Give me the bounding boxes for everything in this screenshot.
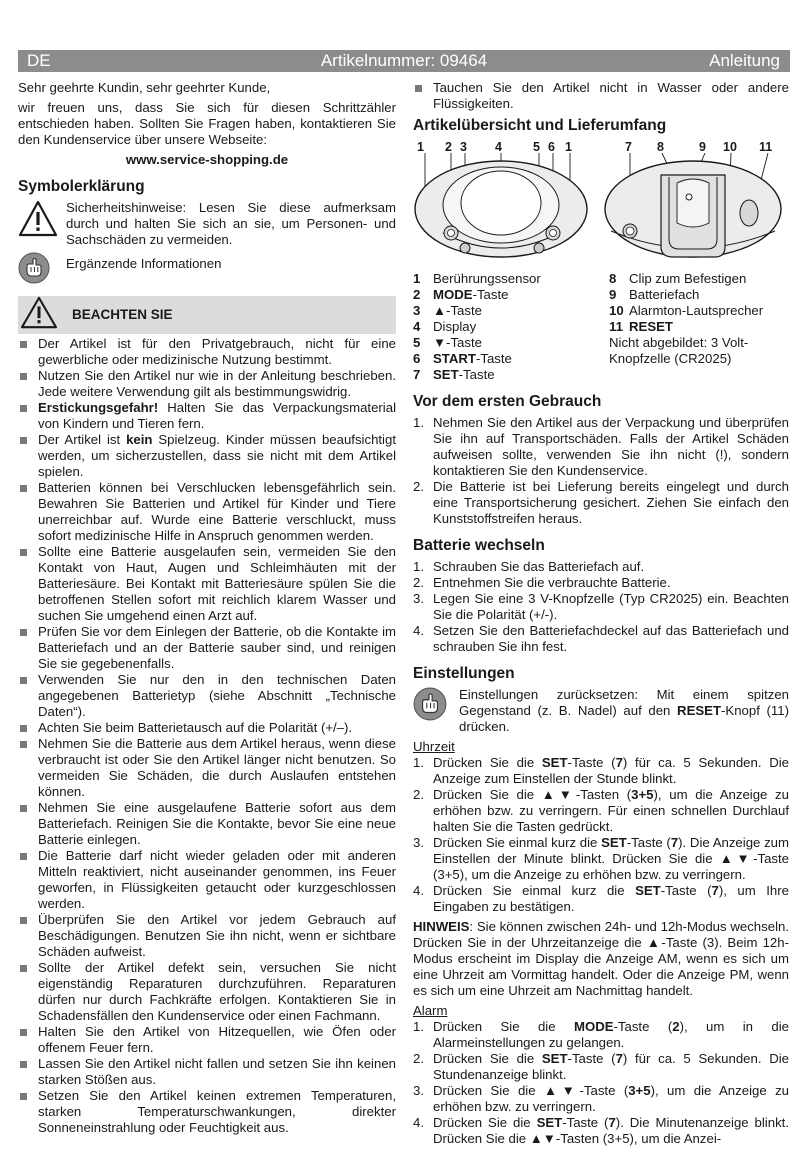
- product-diagram: [413, 139, 789, 267]
- first-use-step: [413, 415, 789, 479]
- legend-left-column: [413, 271, 609, 383]
- reset-info-row: [413, 687, 789, 735]
- step-key: ▲▼: [541, 787, 576, 802]
- step-number: 3.: [413, 1083, 424, 1098]
- notice-item-text: Tauchen Sie den Artikel nicht in Wasser oder andere Flüssigkeiten.: [433, 80, 789, 111]
- notice-item-text: Lassen Sie den Artikel nicht fallen und setzen Sie ihn keinen starken Stößen aus.: [38, 1056, 396, 1087]
- legend-item: [413, 287, 609, 303]
- step-number: 1.: [413, 1019, 424, 1034]
- notice-item: [18, 480, 396, 544]
- battery-step: [413, 623, 789, 655]
- settings-heading: Einstellungen: [413, 665, 515, 682]
- step-text: ). Die Anzeige zum Einstellen der Minute blinkt. Drücken Sie die ▲▼-Taste (3+5), um die Anzeige zu erhöhen bzw. zu verringern.: [433, 835, 789, 882]
- step-text: Drücken Sie die: [433, 755, 542, 770]
- step-text: ), um Ihre Eingaben zu bestätigen.: [433, 883, 789, 914]
- legend-item: [609, 287, 789, 303]
- alarm-step: [413, 1019, 789, 1051]
- notice-item-text: Sollte der Artikel defekt sein, versuchen Sie nicht eigenständig Reparaturen durchzuführen. Reparaturen dürfen nur durch Fachkräfte erfolgen. Kontaktieren Sie in Schadensfällen den Kundenservice oder einen Fachmann.: [38, 960, 396, 1023]
- notice-item-text: Nutzen Sie den Artikel nur wie in der Anleitung beschrieben. Jede weitere Verwendung gilt als bestimmungswidrig.: [38, 368, 396, 399]
- step-text: ) für ca. 5 Sekunden. Die Anzeige zum Einstellen der Stunde blinkt.: [433, 755, 789, 786]
- step-key: SET: [536, 1115, 563, 1130]
- legend-label-bold: START: [433, 351, 476, 366]
- notice-item: [18, 400, 396, 432]
- legend-item: [609, 303, 789, 319]
- legend-number: 8: [609, 271, 617, 286]
- notice-item: [18, 336, 396, 368]
- notice-item-text: Die Batterie darf nicht wieder geladen oder mit anderen Mitteln reaktiviert, nicht auseinander genommen, ins Feuer geworfen, in Flüssigkeiten getaucht oder kurzgeschlossen werden.: [38, 848, 396, 911]
- legend-number: 2: [413, 287, 421, 302]
- first-use-step: [413, 479, 789, 527]
- safety-symbol-row: [18, 200, 396, 248]
- step-number: 4.: [413, 883, 424, 898]
- notice-item-text: Spielzeug. Kinder müssen beaufsichtigt werden, um sicherzustellen, dass sie nicht mit dem Artikel spielen.: [38, 432, 396, 479]
- legend-item: [413, 319, 609, 335]
- clock-steps: [413, 755, 789, 915]
- notice-item-text: Der Artikel ist für den Privatgebrauch, nicht für eine gewerbliche oder medizinische Nutzung bestimmt.: [38, 336, 396, 367]
- legend-label-text: Batteriefach: [629, 287, 700, 302]
- legend-label-bold: MODE: [433, 287, 473, 302]
- legend-label-text: Clip zum Befestigen: [629, 271, 747, 286]
- diagram-number-label: 4: [495, 140, 502, 154]
- step-text: Drücken Sie einmal kurz die: [433, 883, 636, 898]
- diagram-number-label: 6: [548, 140, 555, 154]
- diagram-number-label: 10: [723, 140, 737, 154]
- clock-step: [413, 883, 789, 915]
- legend-label: [433, 335, 482, 351]
- battery-heading: Batterie wechseln: [413, 537, 545, 554]
- legend-label: [629, 287, 699, 303]
- notice-item-text: Überprüfen Sie den Artikel vor jedem Gebrauch auf Beschädigungen. Benutzen Sie ihn nicht, wenn er sichtbare Schäden aufweist.: [38, 912, 396, 959]
- step-number: 4.: [413, 623, 424, 638]
- notice-item-text: Prüfen Sie vor dem Einlegen der Batterie, ob die Kontakte im Batteriefach und an der Batterie sauber sind, und reinigen Sie sie gegebenenfalls.: [38, 624, 396, 671]
- step-text: -Taste (: [579, 1083, 629, 1098]
- pedometer-illustration: [413, 153, 789, 267]
- legend-label-text: Display: [433, 319, 477, 334]
- notice-item-text: Sollte eine Batterie ausgelaufen sein, vermeiden Sie den Kontakt von Haut, Augen und Schleimhäuten mit der Batteriesäure. Bei Kontakt mit Batteriesäure spülen Sie die betroffenen Stellen sofort mit reichlich klarem Wasser und suchen Sie umgehend einen Arzt auf.: [38, 544, 396, 623]
- legend-item: [609, 319, 789, 335]
- notice-item: [18, 624, 396, 672]
- step-number: 3.: [413, 591, 424, 606]
- notice-item-text: Setzen Sie den Artikel keinen extremen Temperaturen, starken Temperaturschwankungen, direkter Sonneneinstrahlung oder Feuchtigkeit aus.: [38, 1088, 396, 1135]
- legend-item: [609, 271, 789, 287]
- step-text: Drücken Sie die: [433, 1115, 537, 1130]
- notice-item-text: Batterien können bei Verschlucken lebensgefährlich sein. Bewahren Sie Batterien und Artikel für Kinder und Tiere unerreichbar auf. Wurde eine Batterie verschluckt, muss sofort medizinische Hilfe in Anspruch genommen werden.: [38, 480, 396, 543]
- step-text: Drücken Sie die: [433, 1051, 542, 1066]
- step-key-number: 3+5: [628, 1083, 651, 1098]
- notice-title: BEACHTEN SIE: [72, 307, 173, 322]
- legend-label-text: -Taste: [458, 367, 495, 382]
- step-key-number: 7: [615, 755, 623, 770]
- notice-list-continued: [413, 80, 789, 112]
- step-key-number: 7: [711, 883, 719, 898]
- legend-label: [629, 271, 746, 287]
- legend-item: [413, 303, 609, 319]
- step-text: Schrauben Sie das Batteriefach auf.: [433, 559, 645, 574]
- step-number: 2.: [413, 1051, 424, 1066]
- left-column: [18, 80, 396, 1136]
- step-text: Drücken Sie die: [433, 1083, 544, 1098]
- step-number: 1.: [413, 559, 424, 574]
- hand-info-icon: [18, 252, 66, 288]
- diagram-number-label: 2: [445, 140, 452, 154]
- legend-number: 9: [609, 287, 617, 302]
- legend-number: 11: [609, 319, 623, 334]
- notice-item: [18, 1088, 396, 1136]
- alarm-step: [413, 1083, 789, 1115]
- notice-item-text: Verwenden Sie nur den in den technischen Daten angegebenen Batterietyp (siehe Abschnitt „Technische Daten“).: [38, 672, 396, 719]
- notice-item: [413, 80, 789, 112]
- legend-number: 5: [413, 335, 421, 350]
- step-key-number: 7: [670, 835, 679, 850]
- warning-triangle-icon: [18, 200, 66, 242]
- step-text: ) für ca. 5 Sekunden. Die Stundenanzeige blinkt.: [433, 1051, 789, 1082]
- legend-item: [413, 351, 609, 367]
- battery-step: [413, 559, 789, 575]
- notice-item: [18, 544, 396, 624]
- step-number: 4.: [413, 1115, 424, 1130]
- notice-item-text: Nehmen Sie die Batterie aus dem Artikel heraus, wenn diese verbraucht ist oder Sie den Artikel länger nicht benutzen. So vermeiden Sie Schäden, die durch Auslaufen entstehen können.: [38, 736, 396, 799]
- legend-number: 1: [413, 271, 421, 286]
- step-text: Entnehmen Sie die verbrauchte Batterie.: [433, 575, 671, 590]
- legend-item: [413, 335, 609, 351]
- step-text: ). Die Minutenanzeige blinkt. Drücken Sie die ▲▼-Tasten (3+5), um die Anzei-: [433, 1115, 789, 1146]
- legend-label-text: -Taste: [472, 287, 509, 302]
- legend-number: 3: [413, 303, 421, 318]
- intro-text: wir freuen uns, dass Sie sich für diesen Schrittzähler entschieden haben. Sollten Sie Fragen haben, kontaktieren Sie den Kundenservice über unsere Webseite:: [18, 100, 396, 147]
- battery-step: [413, 575, 789, 591]
- notice-list: [18, 336, 396, 1136]
- step-text: Drücken Sie die: [433, 787, 542, 802]
- step-number: 2.: [413, 787, 424, 802]
- diagram-number-label: 8: [657, 140, 664, 154]
- legend-not-shown: Nicht abgebildet: 3 Volt-Knopfzelle (CR2025): [609, 335, 749, 366]
- notice-item: [18, 736, 396, 800]
- step-key: SET: [541, 1051, 568, 1066]
- alarm-step: [413, 1115, 789, 1147]
- legend-number: 4: [413, 319, 421, 334]
- step-number: 2.: [413, 575, 424, 590]
- right-column: [413, 80, 789, 1147]
- alarm-steps: [413, 1019, 789, 1147]
- first-use-heading: Vor dem ersten Gebrauch: [413, 393, 602, 410]
- notice-item: [18, 368, 396, 400]
- step-number: 1.: [413, 755, 424, 770]
- parts-legend: [413, 271, 789, 383]
- step-key-number: 3+5: [631, 787, 654, 802]
- first-use-steps: [413, 415, 789, 527]
- article-number: Artikelnummer: 09464: [320, 51, 488, 70]
- info-symbol-row: [18, 252, 396, 288]
- language-code: DE: [27, 51, 51, 70]
- notice-item: [18, 1056, 396, 1088]
- step-text: -Taste (: [562, 1115, 609, 1130]
- legend-label-bold: SET: [433, 367, 459, 382]
- step-text: Legen Sie eine 3 V-Knopfzelle (Typ CR2025) ein. Beachten Sie die Polarität (+/-).: [433, 591, 789, 622]
- diagram-number-label: 3: [460, 140, 467, 154]
- step-text: -Taste (: [613, 1019, 673, 1034]
- step-text: Nehmen Sie den Artikel aus der Verpackung und überprüfen Sie ihn auf Transportschäden. Falls der Artikel Schäden aufweisen sollte, verwenden Sie ihn nicht (!), sondern kontaktieren Sie den Kundenservice.: [433, 415, 789, 478]
- step-text: ), um die Anzeige zu erhöhen bzw. zu verringern.: [433, 1083, 789, 1114]
- legend-label: [433, 287, 508, 303]
- step-number: 3.: [413, 835, 424, 850]
- diagram-number-label: 7: [625, 140, 632, 154]
- step-key-number: 7: [615, 1051, 623, 1066]
- notice-item-emphasis: Erstickungsgefahr!: [38, 400, 159, 415]
- notice-banner: [18, 296, 396, 334]
- legend-label: [629, 319, 673, 335]
- hint-text: HINWEIS: Sie können zwischen 24h- und 12h-Modus wechseln. Drücken Sie in der Uhrzeitanzeige die ▲-Taste (3). Beim 12h-Modus erscheint im Display die Anzeige AM, wenn es sich um eine Uhrzeit am Vormittag handelt. Oder die Anzeige PM, wenn es sich um eine Uhrzeit am Nachmittag handelt.: [413, 919, 789, 998]
- safety-symbol-text: Sicherheitshinweise: Lesen Sie diese aufmerksam durch und halten Sie sich an sie, um Personen- und Sachschäden zu vermeiden.: [66, 200, 396, 247]
- info-symbol-text: Ergänzende Informationen: [66, 256, 222, 271]
- clock-subheading: Uhrzeit: [413, 739, 455, 754]
- alarm-subheading: Alarm: [413, 1003, 448, 1018]
- website-link[interactable]: www.service-shopping.de: [125, 152, 289, 167]
- battery-step: [413, 591, 789, 623]
- legend-label: [433, 319, 476, 335]
- step-key-number: 7: [608, 1115, 616, 1130]
- legend-item: [413, 271, 609, 287]
- battery-steps: [413, 559, 789, 655]
- step-key: SET: [601, 835, 627, 850]
- step-number: 2.: [413, 479, 424, 494]
- notice-item-text: Halten Sie das Verpackungsmaterial von Kindern und Tieren fern.: [38, 400, 396, 431]
- diagram-number-label: 5: [533, 140, 540, 154]
- diagram-number-label: 1: [565, 140, 572, 154]
- legend-label-text: ▼-Taste: [433, 335, 482, 350]
- symbols-heading: Symbolerklärung: [18, 178, 145, 195]
- step-key: SET: [541, 755, 568, 770]
- diagram-number-label: 11: [759, 140, 773, 154]
- step-text: -Taste (: [660, 883, 712, 898]
- legend-label: [433, 271, 541, 287]
- legend-label: [629, 303, 763, 319]
- notice-item-text: Der Artikel ist: [38, 432, 127, 447]
- notice-item: [18, 720, 396, 736]
- reset-info-text: Einstellungen zurücksetzen: Mit einem spitzen Gegenstand (z. B. Nadel) auf den RESET-Knopf (11) drücken.: [459, 687, 789, 734]
- hand-info-icon: [413, 687, 459, 725]
- step-key-number: 2: [672, 1019, 680, 1034]
- step-text: -Taste (: [626, 835, 671, 850]
- step-text: Setzen Sie den Batteriefachdeckel auf das Batteriefach und schrauben Sie ihn fest.: [433, 623, 789, 654]
- legend-label: [433, 351, 512, 367]
- legend-label: [433, 367, 495, 383]
- legend-label-text: Berührungssensor: [433, 271, 541, 286]
- step-text: Die Batterie ist bei Lieferung bereits eingelegt und durch eine Transportsicherung gesichert. Ziehen Sie einfach den Kunststoffstreifen heraus.: [433, 479, 789, 526]
- legend-label-text: -Taste: [475, 351, 512, 366]
- notice-item: [18, 960, 396, 1024]
- step-text: ), um in die Alarmeinstellungen zu gelangen.: [433, 1019, 789, 1050]
- notice-item: [18, 848, 396, 912]
- legend-item: [413, 367, 609, 383]
- legend-label: [433, 303, 482, 319]
- alarm-step: [413, 1051, 789, 1083]
- notice-item: [18, 1024, 396, 1056]
- step-text: -Tasten (: [575, 787, 632, 802]
- legend-number: 7: [413, 367, 421, 382]
- warning-triangle-icon: [18, 296, 72, 334]
- header-bar: [18, 50, 790, 72]
- step-number: 1.: [413, 415, 424, 430]
- notice-item: [18, 672, 396, 720]
- step-text: Drücken Sie die: [433, 1019, 574, 1034]
- step-text: ), um die Anzeige zu erhöhen bzw. zu verringern. Für einen schnellen Durchlauf halten Sie die Tasten gedrückt.: [433, 787, 789, 834]
- diagram-number-label: 9: [699, 140, 706, 154]
- notice-item: [18, 912, 396, 960]
- notice-item-text: Achten Sie beim Batterietausch auf die Polarität (+/–).: [38, 720, 353, 735]
- notice-item: [18, 800, 396, 848]
- legend-label-bold: RESET: [629, 319, 673, 334]
- overview-heading: Artikelübersicht und Lieferumfang: [413, 117, 667, 134]
- diagram-number-label: 1: [417, 140, 424, 154]
- step-text: Drücken Sie einmal kurz die: [433, 835, 602, 850]
- notice-item-text: Nehmen Sie eine ausgelaufene Batterie sofort aus dem Batteriefach. Reinigen Sie die Kontakte, bevor Sie eine neue Batterie einlegen.: [38, 800, 396, 847]
- step-text: -Taste (: [567, 1051, 616, 1066]
- legend-number: 10: [609, 303, 624, 318]
- greeting: Sehr geehrte Kundin, sehr geehrter Kunde,: [18, 80, 271, 95]
- legend-number: 6: [413, 351, 421, 366]
- notice-item-emphasis: kein: [126, 432, 153, 447]
- document-type: Anleitung: [709, 51, 780, 70]
- step-text: -Taste (: [567, 755, 616, 770]
- notice-item-text: Halten Sie den Artikel von Hitzequellen, wie Öfen oder offenem Feuer fern.: [38, 1024, 396, 1055]
- clock-step: [413, 755, 789, 787]
- clock-step: [413, 835, 789, 883]
- step-key: SET: [635, 883, 661, 898]
- legend-label-text: ▲-Taste: [433, 303, 482, 318]
- step-key: ▲▼: [543, 1083, 580, 1098]
- notice-item: [18, 432, 396, 480]
- step-key: MODE: [573, 1019, 614, 1034]
- legend-label-text: Alarmton-Lautsprecher: [629, 303, 764, 318]
- legend-right-column: [609, 271, 789, 383]
- clock-step: [413, 787, 789, 835]
